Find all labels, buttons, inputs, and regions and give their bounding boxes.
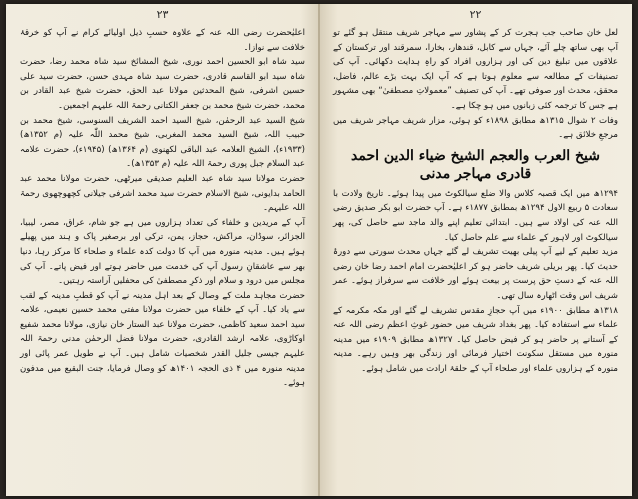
right-page [319,4,632,496]
paragraph: اعلیٰحضرت رضی اللہ عنہ کے علاوہ حسبِ ذیل اولیائے کرام نے آپ کو خرقۂ خلافت سے نوازا۔ [20,28,305,53]
left-page-body [20,26,305,391]
paragraph: مزید تعلیم کے لیے آپ پیلی بھیت تشریف لے گئے جہاں محدث سورتی سے دورۂ حدیث کیا۔ پھر بریلی شریف حاضر ہو کر اعلیٰحضرت امام احمد رضا خان رضی اللہ عنہ کے دستِ حق پرست پر بیعت ہوئے اور خلافت سے سرفراز ہوئے۔ عمر شریف اس وقت اٹھارہ سال تھی۔ [333,247,618,301]
paragraph: ۱۲۹۴ھ میں ایک قصبہ کلاس والا ضلع سیالکوٹ میں پیدا ہوئے۔ تاریخ ولادت با سعادت ۵ ربیع الاول ۱۲۹۴ھ بمطابق ۱۸۷۷ء ہے۔ آپ حضرت ابو بکر صدیق رضی اللہ عنہ کی اولاد سے ہیں۔ ابتدائی تعلیم اپنے والد ماجد سے حاصل کی، پھر سیالکوٹ اور لاہور کے علماء سے علم حاصل کیا۔ [333,188,618,243]
paragraph: حضرت مجاہد ملت کے وصال کے بعد اہل مدینہ نے آپ کو قطبِ مدینہ کے لقب سے یاد کیا۔ آپ کے خلفاء میں حضرت مولانا مفتی محمد حسین نعیمی، علامہ سید احمد سعید کاظمی، حضرت مولانا عبد الستار خان نیازی، مولانا محمد شفیع اوکاڑوی، علامہ ارشد القادری، حضرت مولانا فضل الرحمٰن مدنی رحمۃ اللہ علیہم جیسی جلیل القدر شخصیات شامل ہیں۔ آپ نے طویل عمر پائی اور مدینہ منورہ میں ۴ ذی الحجہ ۱۴۰۱ھ کو وصال فرمایا، جنت البقیع میں مدفون ہوئے۔ [20,290,305,389]
page-number: ۲۳ [156,8,169,21]
right-page-body [333,26,618,376]
book-spread [6,4,632,496]
paragraph: وفات ۲ شوال ۱۳۱۵ھ مطابق ۱۸۹۸ء کو ہوئی، مزار شریف مہاجر شریف میں مرجعِ خلائق ہے۔ [333,115,618,141]
paragraph: لعل خان صاحب جب ہجرت کر کے پشاور سے مہاجر شریف منتقل ہو گئے تو آپ بھی ساتھ چلے آئے، جہاں سے کابل، قندھار، بخارا، سمرقند اور ترکستان کے علاقوں میں تبلیغ دین کی اور ہزاروں افراد کو راہِ ہدایت دکھائی۔ آپ کی تصنیفات کے مطالعہ سے معلوم ہوتا ہے کہ آپ ایک بہت بڑے عالم، فاضل، محقق، محدث اور صوفی تھے۔ آپ کی تصنیف ”معمولاتِ مصطفیٰ“ بھی مشہور ہے جس کا ترجمہ کئی زبانوں میں ہو چکا ہے۔ [333,28,618,111]
paragraph: شیخ السید عبد الرحمٰن، شیخ السید احمد الشریف السنوسی، شیخ محمد بن حبیب اللہ، شیخ السید محمد المغربی، شیخ محمد اللّٰہ علیہ (م ۱۳۵۲ھ) (۱۹۳۳ء)، الشیخ العلامہ عبد الباقی لکھنوی (م ۱۳۶۴ھ) (۱۹۴۵ء)، حضرت علامہ عبد السلام جبل پوری رحمۃ اللہ علیہ (م ۱۳۵۳ھ)۔ [20,115,306,170]
paragraph: آپ کے مریدین و خلفاء کی تعداد ہزاروں میں ہے جو شام، عراق، مصر، لیبیا، الجزائر، سوڈان، مراکش، حجاز، یمن، ترکی اور برصغیر پاک و ہند میں پھیلے ہوئے ہیں۔ مدینہ منورہ میں آپ کا دولت کدہ علماء و صلحاء کا مرکز رہا، دنیا بھر سے عاشقانِ رسول آپ کی خدمت میں حاضر ہوتے اور فیض پاتے۔ آپ کی مجلس میں درود و سلام اور ذکرِ مصطفیٰ کی محفلیں آراستہ رہتیں۔ [20,217,305,287]
section-heading: شیخ العرب والعجم الشیخ ضیاء الدین احمد قادری مہاجر مدنی [351,147,600,182]
left-page [6,4,319,496]
paragraph: سید شاہ ابو الحسین احمد نوری، شیخ المشائخ سید شاہ محمد رضا، حضرت شاہ سید ابو القاسم قادری، حضرت سید شاہ مہدی حسن، حضرت سید علی حسین اشرفی، شیخ المحدثین مولانا عبد الحق، حضرت شیخ عبد القادر بن محمد، حضرت شیخ محمد بن جعفر الکتانی رحمۃ اللہ علیہم اجمعین۔ [20,57,305,111]
page-number: ۲۲ [469,8,482,21]
paragraph: حضرت مولانا سید شاہ عبد العلیم صدیقی میرٹھی، حضرت مولانا محمد عبد الحامد بدایونی، شیخ الاسلام حضرت سید محمد اشرفی جیلانی کچھوچھوی رحمۃ اللہ علیہم۔ [20,173,305,214]
paragraph: ۱۳۱۸ھ مطابق ۱۹۰۰ء میں آپ حجازِ مقدس تشریف لے گئے اور مکہ مکرمہ کے علماء سے استفادہ کیا۔ پھر بغداد شریف میں حضور غوثِ اعظم رضی اللہ عنہ کے آستانے پر حاضر ہو کر فیض حاصل کیا۔ ۱۳۲۷ھ مطابق ۱۹۰۹ء میں مدینہ منورہ میں مستقل سکونت اختیار فرمائی اور زندگی بھر وہیں رہے۔ مدینہ منورہ کے ہزاروں علماء اور صلحاء آپ کے حلقۂ ارادت میں شامل ہوئے۔ [333,305,619,374]
book-gutter [318,4,320,496]
